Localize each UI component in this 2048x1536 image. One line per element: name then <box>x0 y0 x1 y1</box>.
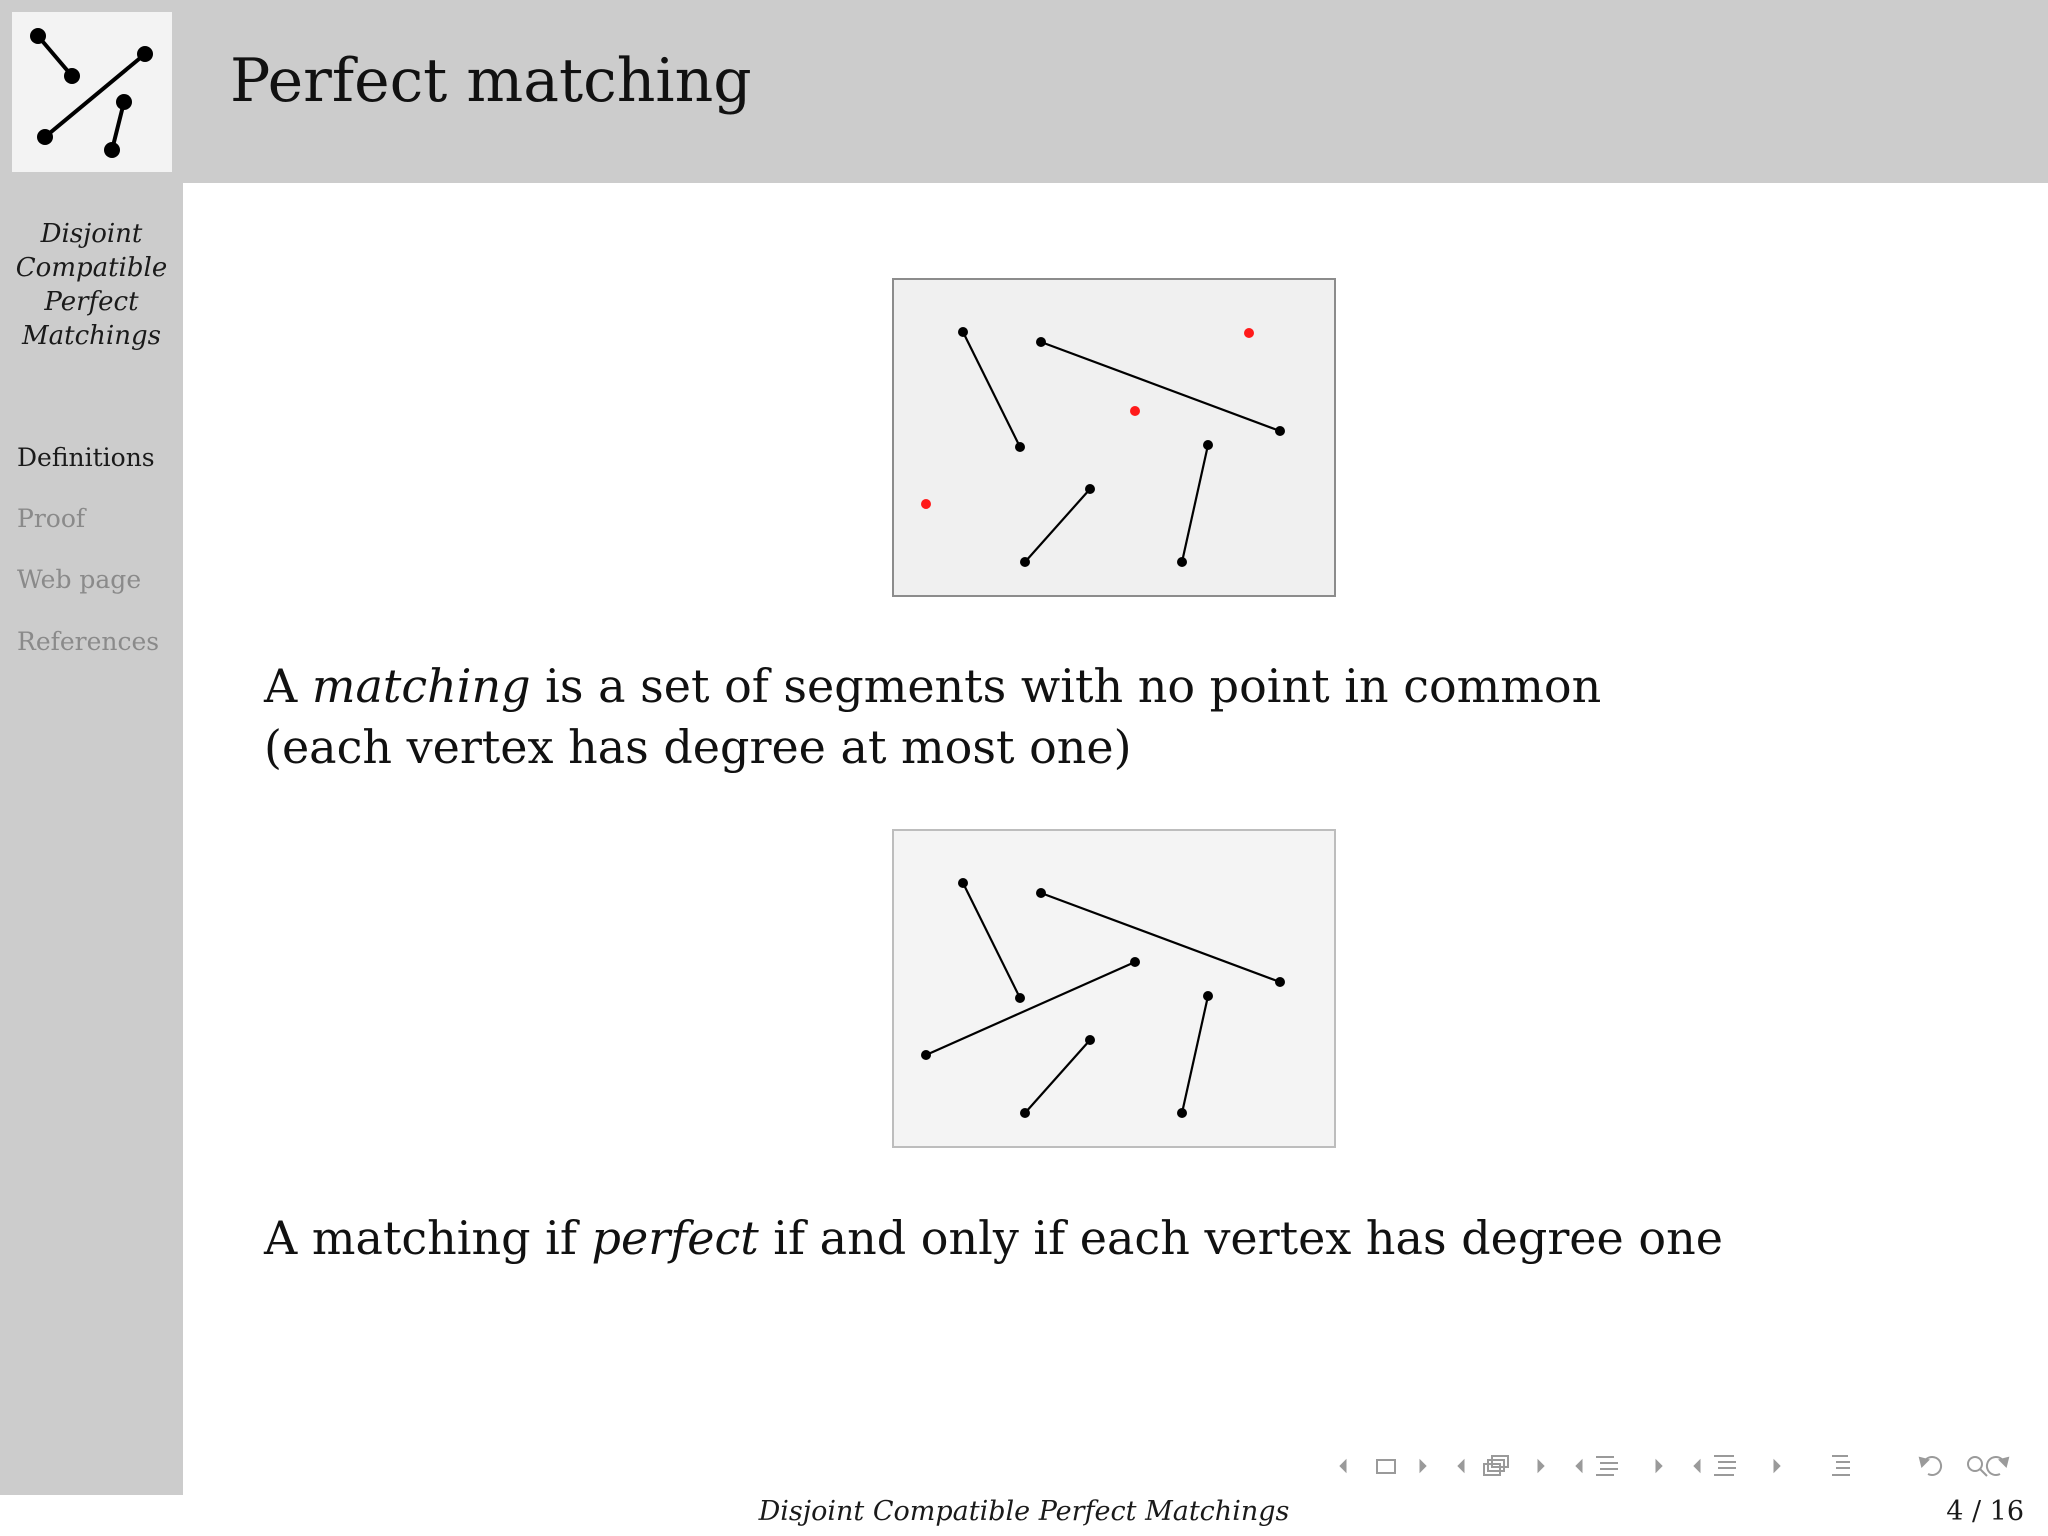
term-perfect: perfect <box>591 1211 759 1265</box>
subsection-icon <box>1484 1456 1508 1475</box>
footer-presentation-title: Disjoint Compatible Perfect Matchings <box>758 1496 1290 1527</box>
previous-frame-icon[interactable] <box>1340 1460 1346 1472</box>
presentation-title-line: Compatible <box>15 253 168 283</box>
presentation-title[interactable] <box>0 217 183 353</box>
next-subsection-icon[interactable] <box>1538 1460 1544 1472</box>
perfect-matching-definition-text <box>264 1208 1723 1269</box>
presentation-title-line: Perfect <box>44 287 139 317</box>
text-fragment: if and only if each vertex has degree one <box>758 1211 1723 1265</box>
frame-icon <box>1377 1460 1395 1473</box>
slide-title: Perfect matching <box>230 46 752 116</box>
matching-diagram-icon <box>892 278 1336 597</box>
sidebar-item-web-page[interactable]: Web page <box>17 565 142 594</box>
previous-subsection-icon[interactable] <box>1458 1460 1464 1472</box>
matching-logo-icon <box>12 12 172 172</box>
presentation-title-line: Disjoint <box>40 219 143 249</box>
next-document-part-icon[interactable] <box>1774 1460 1780 1472</box>
next-section-icon[interactable] <box>1656 1460 1662 1472</box>
slide-header <box>0 0 2048 183</box>
term-matching: matching <box>311 659 531 713</box>
sidebar-item-definitions[interactable]: Definitions <box>17 443 155 472</box>
matching-definition-text <box>264 656 1601 778</box>
search-icon[interactable] <box>1968 1457 1982 1471</box>
sidebar <box>0 183 183 1495</box>
text-fragment: A <box>264 659 312 713</box>
beamer-navigation-controls <box>1330 1448 2030 1484</box>
previous-section-icon[interactable] <box>1576 1460 1582 1472</box>
matching-definition-line2: (each vertex has degree at most one) <box>264 720 1132 774</box>
sidebar-item-proof[interactable]: Proof <box>17 504 86 533</box>
document-icon <box>1714 1456 1736 1475</box>
appendix-icon[interactable] <box>1832 1456 1850 1475</box>
search-handle-icon <box>1980 1469 1987 1476</box>
previous-document-part-icon[interactable] <box>1694 1460 1700 1472</box>
text-fragment: A matching if <box>264 1211 592 1265</box>
section-icon <box>1596 1457 1618 1475</box>
forward-arrowhead-icon <box>2000 1458 2008 1466</box>
sidebar-item-references[interactable]: References <box>17 627 160 656</box>
perfect-matching-diagram-icon <box>892 829 1336 1148</box>
text-fragment: is a set of segments with no point in common <box>530 659 1602 713</box>
presentation-title-line: Matchings <box>22 321 161 351</box>
back-arrowhead-icon <box>1920 1458 1928 1466</box>
page-number: 4 / 16 <box>1946 1496 2024 1527</box>
next-frame-icon[interactable] <box>1420 1460 1426 1472</box>
matching-definition-line1 <box>264 656 1601 717</box>
